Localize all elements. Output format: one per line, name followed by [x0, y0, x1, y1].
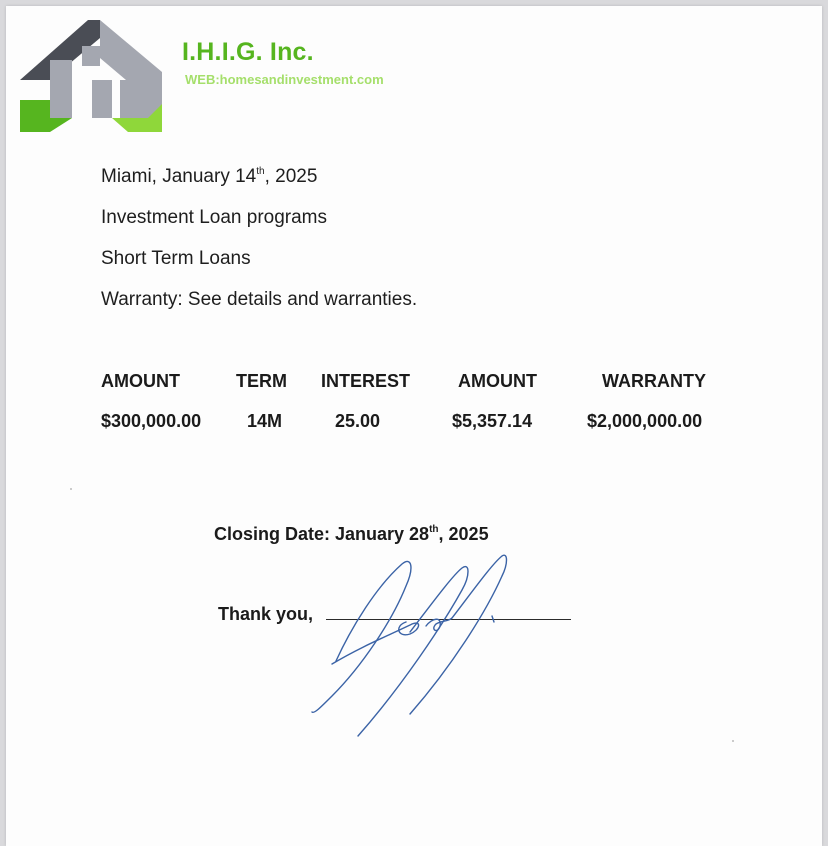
company-name: I.H.I.G. Inc.	[182, 38, 314, 66]
header-warranty: WARRANTY	[602, 371, 706, 391]
letter-line-loans: Short Term Loans	[101, 248, 251, 269]
date-ordinal: th	[256, 165, 265, 177]
page-speck	[70, 488, 72, 490]
date-suffix: , 2025	[264, 166, 318, 187]
letter-date	[101, 166, 317, 188]
cell-payment-amount: $5,357.14	[452, 411, 533, 431]
letter-line-programs: Investment Loan programs	[101, 207, 328, 228]
header-amount: AMOUNT	[101, 371, 180, 391]
closing-prefix: Closing Date: January 28	[214, 524, 430, 544]
thank-you-text: Thank you,	[218, 604, 314, 624]
company-website: WEB:homesandinvestment.com	[185, 72, 384, 87]
closing-ordinal: th	[429, 524, 439, 535]
header-term: TERM	[236, 371, 287, 391]
cell-amount: $300,000.00	[101, 411, 202, 431]
header-payment-amount: AMOUNT	[458, 371, 537, 391]
handwritten-signature	[302, 546, 542, 746]
header-interest: INTEREST	[321, 371, 411, 391]
cell-term: 14M	[247, 411, 283, 431]
letter-page	[6, 6, 822, 846]
date-prefix: Miami, January 14	[101, 166, 257, 187]
closing-date	[214, 524, 489, 545]
cell-interest: 25.00	[335, 411, 381, 431]
page-speck	[732, 740, 734, 742]
letter-line-warranty: Warranty: See details and warranties.	[101, 289, 418, 310]
house-logo-icon	[20, 20, 162, 138]
cell-warranty: $2,000,000.00	[587, 411, 703, 431]
closing-suffix: , 2025	[438, 524, 489, 544]
